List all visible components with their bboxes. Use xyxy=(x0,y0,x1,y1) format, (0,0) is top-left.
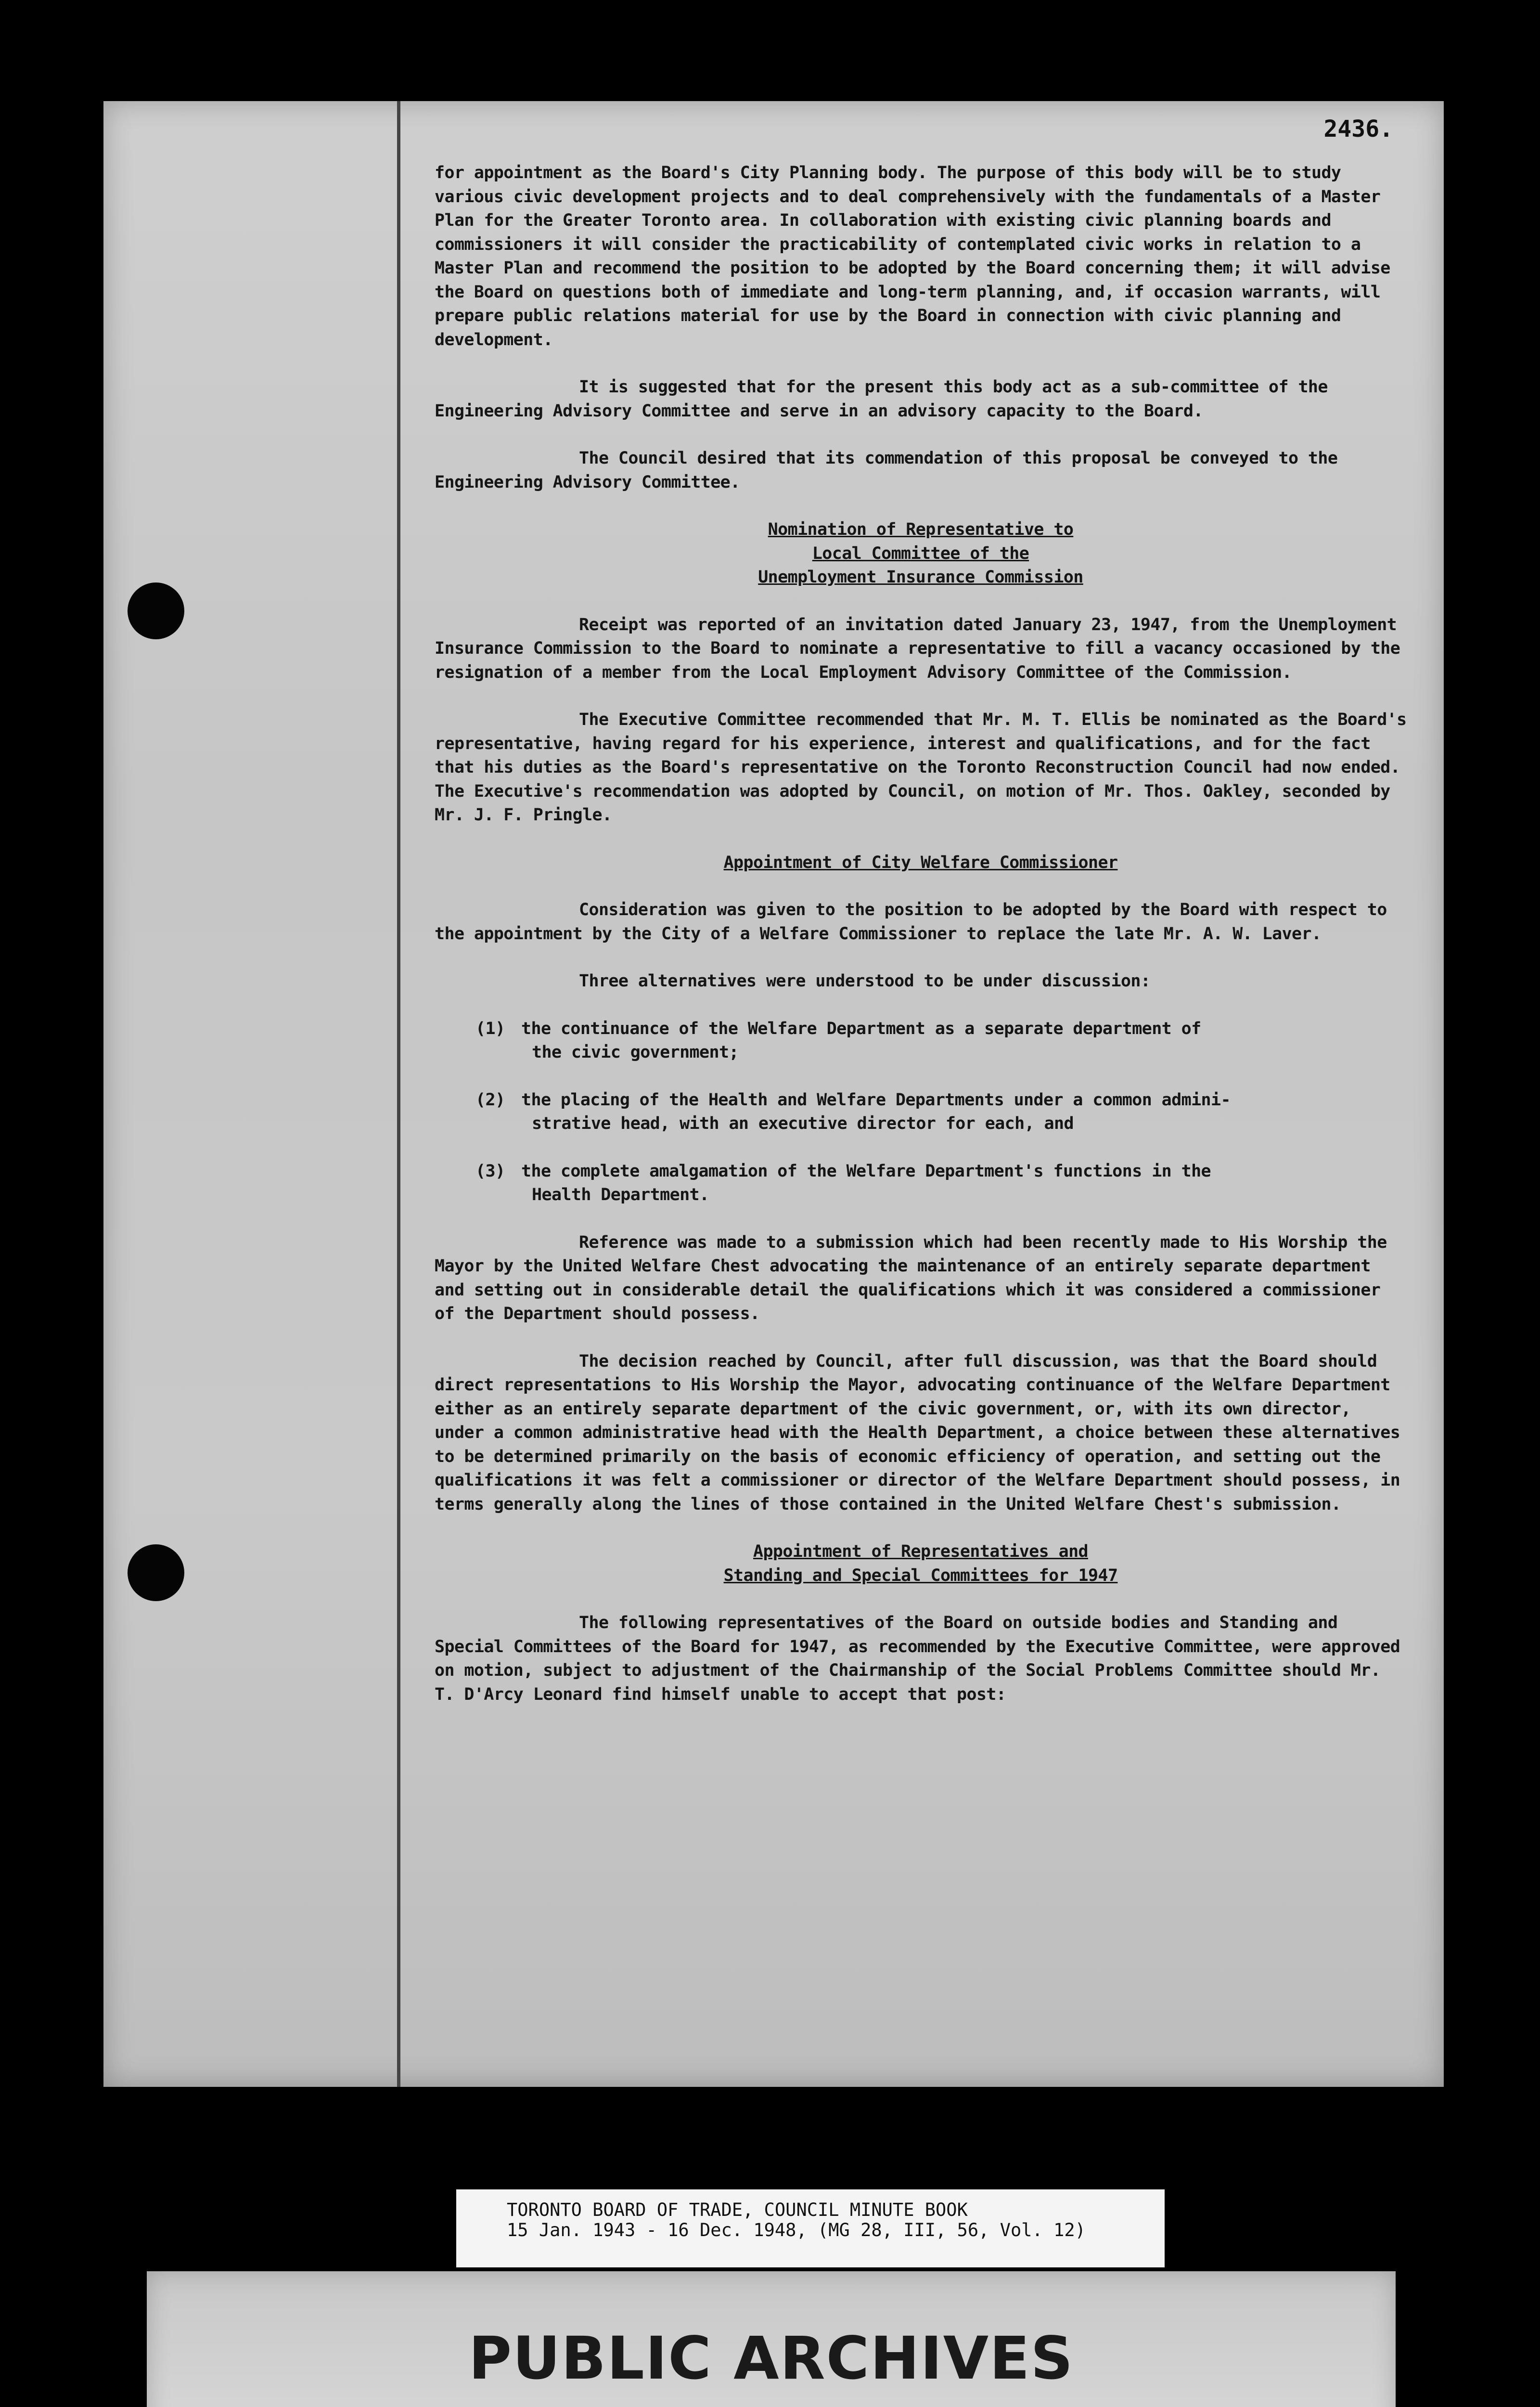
list-number: (3) xyxy=(475,1161,505,1181)
paragraph: It is suggested that for the present this body act as a sub-committee of the Engineering Advisory Committee and serve in an advisory capacity to the Board. xyxy=(435,377,1328,421)
list-number: (2) xyxy=(475,1090,505,1110)
list-text: the placing of the Health and Welfare Departments under a common admini- xyxy=(521,1090,1231,1110)
section-heading xyxy=(435,851,1407,875)
list-text: the civic government; xyxy=(532,1043,739,1062)
list-item xyxy=(435,1088,1407,1136)
public-archives-stamp xyxy=(147,2271,1396,2407)
paragraph: The Council desired that its commendation of this proposal be conveyed to the Engineering Advisory Committee. xyxy=(435,449,1338,492)
section-heading xyxy=(435,518,1407,590)
list-text: the continuance of the Welfare Department as a separate department of xyxy=(521,1019,1201,1038)
list-number: (1) xyxy=(475,1019,505,1038)
paragraph: The following representatives of the Board on outside bodies and Standing and Special Committees of the Board for 1947, as recommended by the Executive Committee, were approved on motion, subject to adjustment of the Chairmanship of the Social Problems Committee should Mr. T. D'Arcy Leonard find himself unable to accept that post: xyxy=(435,1613,1400,1704)
paragraph: Three alternatives were understood to be under discussion: xyxy=(579,971,1151,991)
list-text: strative head, with an executive director for each, and xyxy=(532,1114,1074,1133)
paragraph: Consideration was given to the position to be adopted by the Board with respect to the appointment by the City of a Welfare Commissioner to replace the late Mr. A. W. Laver. xyxy=(435,900,1387,944)
minutes-text xyxy=(435,161,1407,1730)
paragraph: for appointment as the Board's City Planning body. The purpose of this body will be to study various civic development projects and to deal comprehensively with the fundamentals of a Master Plan for the Greater Toronto area. In collaboration with existing civic planning boards and commissioners it will consider the practicability of contemplated civic works in relation to a Master Plan and recommend the position to be adopted by the Board concerning them; it will advise the Board on questions both of immediate and long-term planning, and, if occasion warrants, will prepare public relations material for use by the Board in connection with civic planning and development. xyxy=(435,163,1390,349)
heading-line: Appointment of City Welfare Commissioner xyxy=(723,853,1118,872)
list-item xyxy=(435,1160,1407,1207)
paragraph: Reference was made to a submission which had been recently made to His Worship the Mayor by the United Welfare Chest advocating the maintenance of an entirely separate department and setting out in considerable detail the qualifications which it was considered a commissioner of the Department should possess. xyxy=(435,1232,1387,1323)
heading-line: Appointment of Representatives and xyxy=(753,1542,1089,1561)
stamp-line: PUBLIC ARCHIVES xyxy=(468,2324,1074,2393)
binder-hole-top xyxy=(128,582,184,639)
heading-line: Standing and Special Committees for 1947 xyxy=(723,1566,1118,1585)
list-text: Health Department. xyxy=(532,1185,709,1204)
list-item xyxy=(435,1017,1407,1065)
archive-label-line: TORONTO BOARD OF TRADE, COUNCIL MINUTE BOOK xyxy=(507,2200,968,2220)
heading-line: Local Committee of the xyxy=(812,544,1029,563)
heading-line: Nomination of Representative to xyxy=(768,520,1074,539)
section-heading xyxy=(435,1540,1407,1588)
archive-reference-label xyxy=(456,2189,1165,2267)
page-number: 2436. xyxy=(1323,116,1393,142)
paragraph: The decision reached by Council, after full discussion, was that the Board should direct representations to His Worship the Mayor, advocating continuance of the Welfare Department either as an entirely separate department of the civic government, or, with its own director, under a common administrative head with the Health Department, a choice between these alternatives to be determined primarily on the basis of economic efficiency of operation, and setting out the qualifications it was felt a commissioner or director of the Welfare Department should possess, in terms generally along the lines of those contained in the United Welfare Chest's submission. xyxy=(435,1351,1400,1514)
list-text: the complete amalgamation of the Welfare Department's functions in the xyxy=(521,1161,1211,1181)
heading-line: Unemployment Insurance Commission xyxy=(758,568,1083,587)
archive-label-line: 15 Jan. 1943 - 16 Dec. 1948, (MG 28, III, 56, Vol. 12) xyxy=(507,2220,1086,2240)
paragraph: Receipt was reported of an invitation dated January 23, 1947, from the Unemployment Insurance Commission to the Board to nominate a representative to fill a vacancy occasioned by the resignation of a member from the Local Employment Advisory Committee of the Commission. xyxy=(435,615,1400,682)
document-page xyxy=(103,101,1444,2087)
binder-hole-bottom xyxy=(128,1544,184,1601)
paragraph: The Executive Committee recommended that Mr. M. T. Ellis be nominated as the Board's representative, having regard for his experience, interest and qualifications, and for the fact that his duties as the Board's representative on the Toronto Reconstruction Council had now ended. The Executive's recommendation was adopted by Council, on motion of Mr. Thos. Oakley, seconded by Mr. J. F. Pringle. xyxy=(435,710,1407,825)
margin-rule xyxy=(397,101,400,2087)
